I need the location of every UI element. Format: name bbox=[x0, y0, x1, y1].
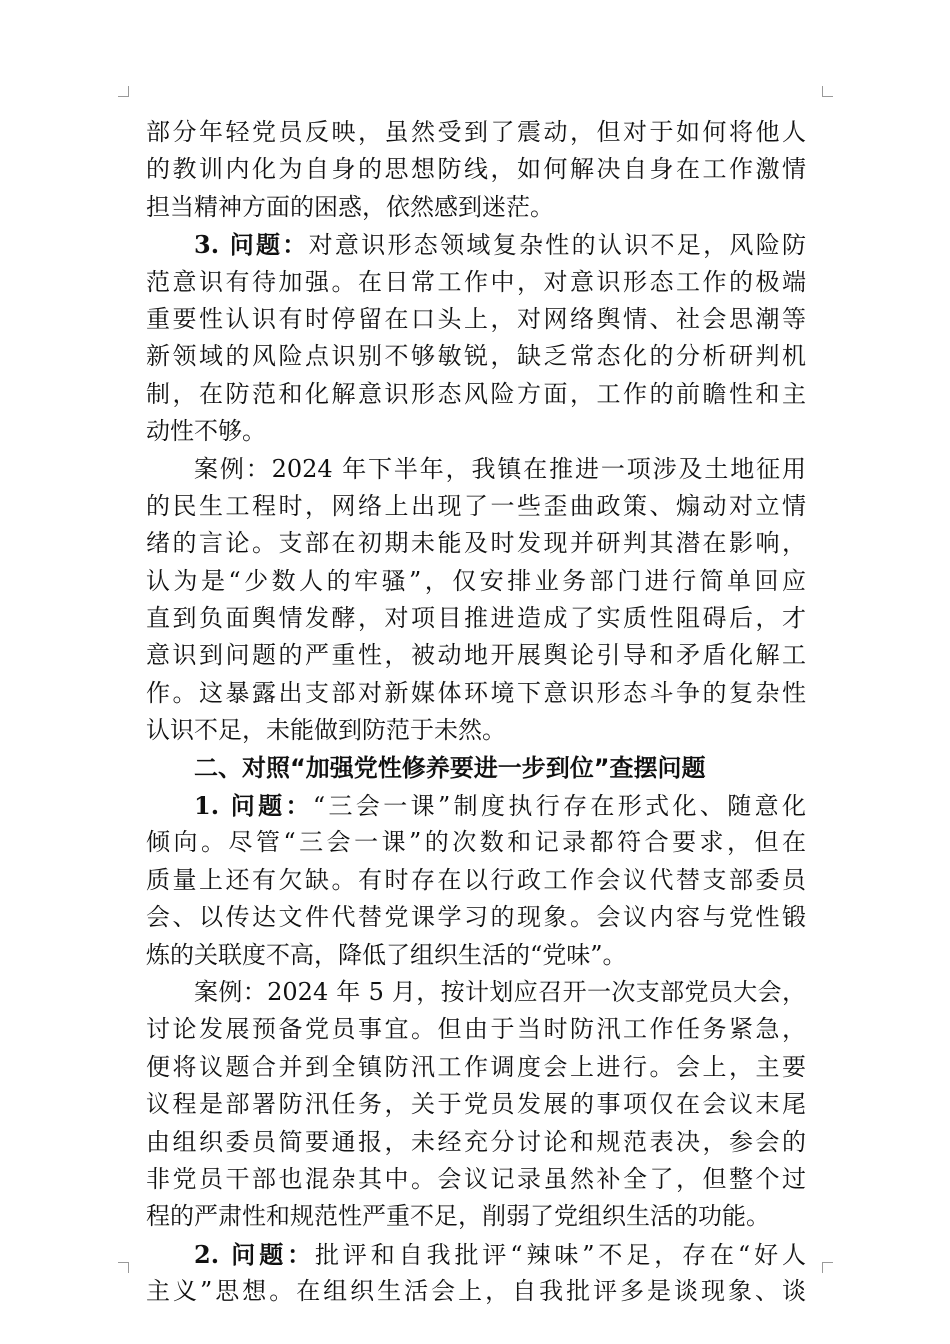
crop-mark-top-right bbox=[822, 86, 833, 97]
crop-mark-bottom-right bbox=[822, 1262, 833, 1273]
text-line bbox=[146, 1236, 806, 1273]
text-line: 部分年轻党员反映，虽然受到了震动，但对于如何将他人 bbox=[146, 118, 806, 146]
document-body bbox=[146, 114, 806, 1311]
problem-label: 1. 问题： bbox=[194, 791, 313, 821]
text-line: 会、以传达文件代替党课学习的现象。会议内容与党性锻 bbox=[146, 903, 806, 932]
paragraph-case-2 bbox=[146, 974, 806, 1236]
paragraph-continuation bbox=[146, 114, 806, 226]
crop-mark-top-left bbox=[118, 86, 129, 97]
paragraph-problem-2 bbox=[146, 1236, 806, 1311]
problem-text: 批评和自我批评“辣味”不足，存在“好人 bbox=[315, 1240, 806, 1269]
text-line: 讨论发展预备党员事宜。但由于当时防汛工作任务紧急， bbox=[146, 1015, 806, 1044]
text-line: 程的严肃性和规范性严重不足，削弱了党组织生活的功能。 bbox=[146, 1202, 770, 1231]
text-line: 倾向。尽管“三会一课”的次数和记录都符合要求，但在 bbox=[146, 828, 806, 857]
crop-mark-bottom-left bbox=[118, 1262, 129, 1273]
text-line: 的教训内化为自身的思想防线，如何解决自身在工作激情 bbox=[146, 155, 806, 184]
text-line: 非党员干部也混杂其中。会议记录虽然补全了，但整个过 bbox=[146, 1164, 806, 1193]
problem-text: “三会一课”制度执行存在形式化、随意化 bbox=[312, 792, 806, 821]
text-line bbox=[146, 226, 806, 263]
text-line bbox=[146, 787, 806, 824]
text-line: 制，在防范和化解意识形态风险方面，工作的前瞻性和主 bbox=[146, 379, 806, 408]
text-line: 重要性认识有时停留在口头上，对网络舆情、社会思潮等 bbox=[146, 304, 806, 333]
paragraph-problem-3 bbox=[146, 226, 806, 450]
paragraph-problem-1 bbox=[146, 787, 806, 974]
problem-text: 对意识形态领域复杂性的认识不足，风险防 bbox=[308, 231, 806, 260]
text-line: 案例：2024 年下半年，我镇在推进一项涉及土地征用 bbox=[194, 454, 806, 483]
text-line: 动性不够。 bbox=[146, 417, 266, 446]
text-line: 的民生工程时，网络上出现了一些歪曲政策、煽动对立情 bbox=[146, 491, 806, 520]
text-line: 议程是部署防汛任务，关于党员发展的事项仅在会议末尾 bbox=[146, 1090, 806, 1119]
text-line: 质量上还有欠缺。有时存在以行政工作会议代替支部委员 bbox=[146, 865, 806, 894]
section-heading: 二、对照“加强党性修养要进一步到位”查摆问题 bbox=[194, 753, 706, 782]
text-line: 认为是“少数人的牢骚”，仅安排业务部门进行简单回应 bbox=[146, 566, 806, 595]
text-line: 意识到问题的严重性，被动地开展舆论引导和矛盾化解工 bbox=[146, 641, 806, 670]
problem-label: 2. 问题： bbox=[194, 1239, 316, 1269]
text-line: 案例：2024 年 5 月，按计划应召开一次支部党员大会， bbox=[194, 977, 806, 1006]
text-line: 新领域的风险点识别不够敏锐，缺乏常态化的分析研判机 bbox=[146, 342, 806, 371]
text-line: 绪的言论。支部在初期未能及时发现并研判其潜在影响， bbox=[146, 529, 806, 558]
text-line: 便将议题合并到全镇防汛工作调度会上进行。会上，主要 bbox=[146, 1052, 806, 1081]
text-line: 认识不足，未能做到防范于未然。 bbox=[146, 716, 506, 745]
text-line: 主义”思想。在组织生活会上，自我批评多是谈现象、谈 bbox=[146, 1277, 806, 1306]
text-line: 范意识有待加强。在日常工作中，对意识形态工作的极端 bbox=[146, 267, 806, 296]
text-line: 直到负面舆情发酵，对项目推进造成了实质性阻碍后，才 bbox=[146, 604, 806, 633]
text-line: 由组织委员简要通报，未经充分讨论和规范表决，参会的 bbox=[146, 1127, 806, 1156]
problem-label: 3. 问题： bbox=[194, 230, 309, 260]
text-line: 作。这暴露出支部对新媒体环境下意识形态斗争的复杂性 bbox=[146, 678, 806, 707]
text-line: 炼的关联度不高，降低了组织生活的“党味”。 bbox=[146, 940, 627, 969]
paragraph-case-1 bbox=[146, 451, 806, 750]
text-line: 担当精神方面的困惑，依然感到迷茫。 bbox=[146, 192, 554, 221]
